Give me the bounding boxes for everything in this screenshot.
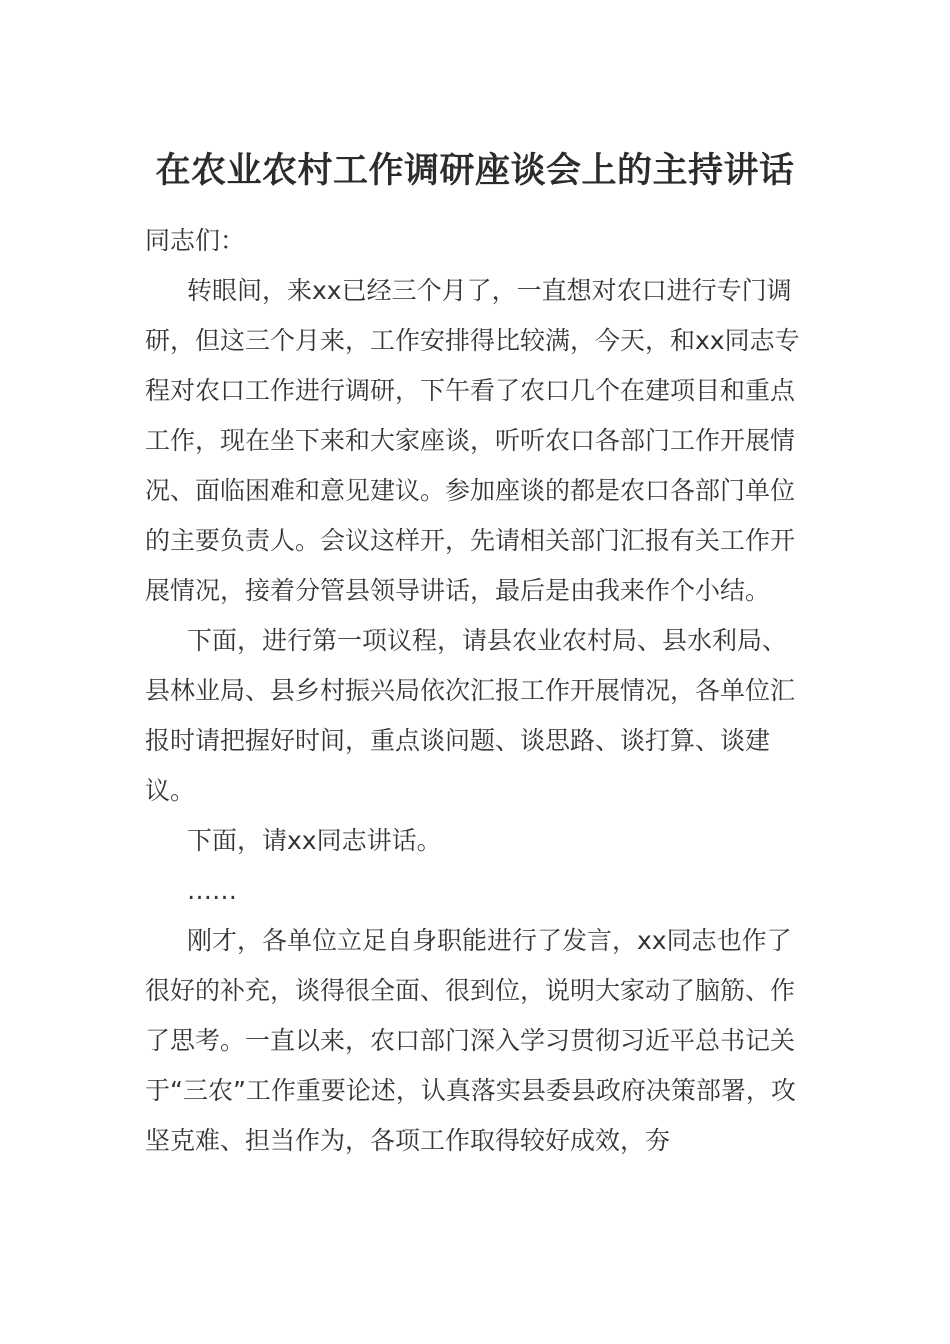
document-body (145, 216, 805, 1166)
paragraph-ellipsis: …… (187, 876, 237, 905)
paragraph-summary: 刚才，各单位立足自身职能进行了发言，xx同志也作了很好的补充，谈得很全面、很到位，说明大家动了脑筋、作了思考。一直以来，农口部门深入学习贯彻习近平总书记关于“三农”工作重要论述，认真落实县委县政府决策部署，攻坚克难、担当作为，各项工作取得较好成效，夯 (145, 926, 796, 1155)
salutation: 同志们： (145, 226, 246, 255)
paragraph-intro: 转眼间，来xx已经三个月了，一直想对农口进行专门调研，但这三个月来，工作安排得比较满，今天，和xx同志专程对农口工作进行调研，下午看了农口几个在建项目和重点工作，现在坐下来和大家座谈，听听农口各部门工作开展情况、面临困难和意见建议。参加座谈的都是农口各部门单位的主要负责人。会议这样开，先请相关部门汇报有关工作开展情况，接着分管县领导讲话，最后是由我来作个小结。 (145, 276, 800, 605)
paragraph-speech-invite: 下面，请xx同志讲话。 (187, 826, 442, 855)
document-title: 在农业农村工作调研座谈会上的主持讲话 (155, 151, 795, 191)
paragraph-agenda-one: 下面，进行第一项议程，请县农业农村局、县水利局、县林业局、县乡村振兴局依次汇报工作开展情况，各单位汇报时请把握好时间，重点谈问题、谈思路、谈打算、谈建议。 (145, 626, 796, 805)
